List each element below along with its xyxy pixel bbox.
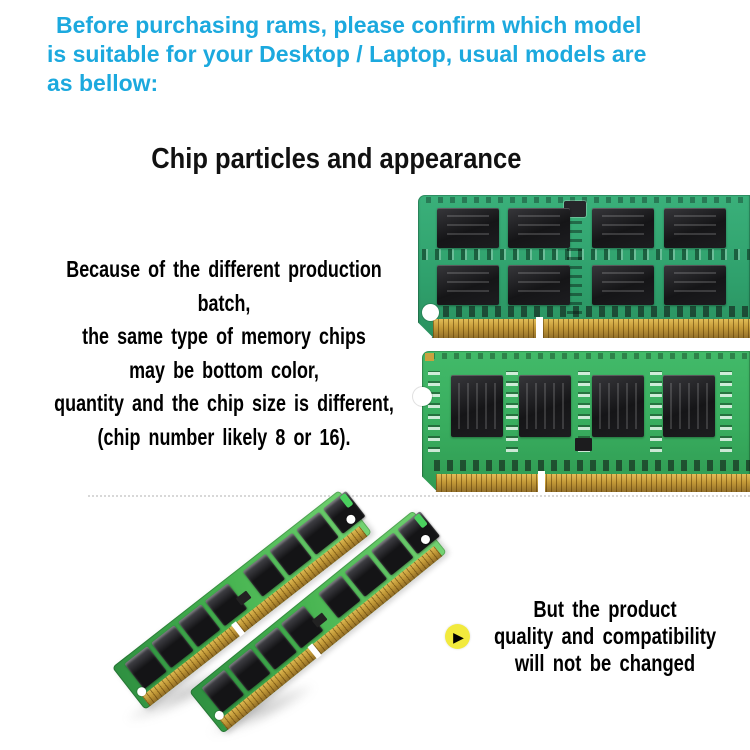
solder-pad-row [430, 306, 750, 317]
smd-pad-strip [430, 353, 750, 359]
memory-chip [592, 265, 654, 305]
smd-component-column [720, 371, 732, 452]
memory-chip [664, 265, 726, 305]
gold-pins [436, 474, 750, 492]
gold-pins [433, 319, 750, 338]
play-triangle-icon: ▶ [453, 628, 464, 645]
quality-note [450, 596, 750, 677]
sodimm-8chip-photo [418, 195, 750, 338]
memory-chip [592, 208, 654, 248]
mounting-hole [422, 304, 439, 321]
note-line: the same type of memory chips [82, 323, 366, 349]
section-heading [0, 143, 672, 176]
memory-chip [508, 265, 570, 305]
smd-component-column [506, 371, 518, 452]
smd-component-column [428, 371, 440, 452]
memory-chip [519, 375, 571, 437]
note-line: quantity and the chip size is different, [54, 390, 394, 416]
solder-pad-row [434, 460, 750, 471]
memory-chip [437, 265, 499, 305]
memory-chip [437, 208, 499, 248]
intro-line-3: as bellow: [47, 70, 159, 96]
memory-chip [451, 375, 503, 437]
section-heading-text: Chip particles and appearance [150, 143, 522, 175]
smd-component-band [422, 249, 750, 260]
intro-line-2: is suitable for your Desktop / Laptop, usual models are [47, 41, 647, 67]
note-line: will not be changed [514, 650, 696, 676]
key-notch [536, 317, 543, 339]
note-line: (chip number likely 8 or 16). [97, 423, 351, 450]
sodimm-4chip-photo [422, 351, 750, 492]
intro-text [47, 11, 737, 98]
smd-pad-strip [426, 197, 750, 203]
note-line: may be bottom color, [129, 356, 319, 383]
memory-chip [592, 375, 644, 437]
edge-notch [413, 387, 432, 406]
dotted-divider [88, 495, 750, 497]
gold-test-pad [425, 353, 434, 361]
note-line: quality and compatibility [493, 623, 717, 649]
memory-chip [664, 208, 726, 248]
intro-line-1: Before purchasing rams, please confirm which model [56, 12, 642, 38]
smd-component-column [650, 371, 662, 452]
memory-chip [663, 375, 715, 437]
production-batch-note [6, 253, 442, 454]
memory-chip [508, 208, 570, 248]
note-line: But the product [533, 596, 677, 622]
key-notch [538, 471, 545, 493]
spd-chip [575, 438, 592, 451]
note-line: Because of the different production batch, [66, 256, 382, 316]
